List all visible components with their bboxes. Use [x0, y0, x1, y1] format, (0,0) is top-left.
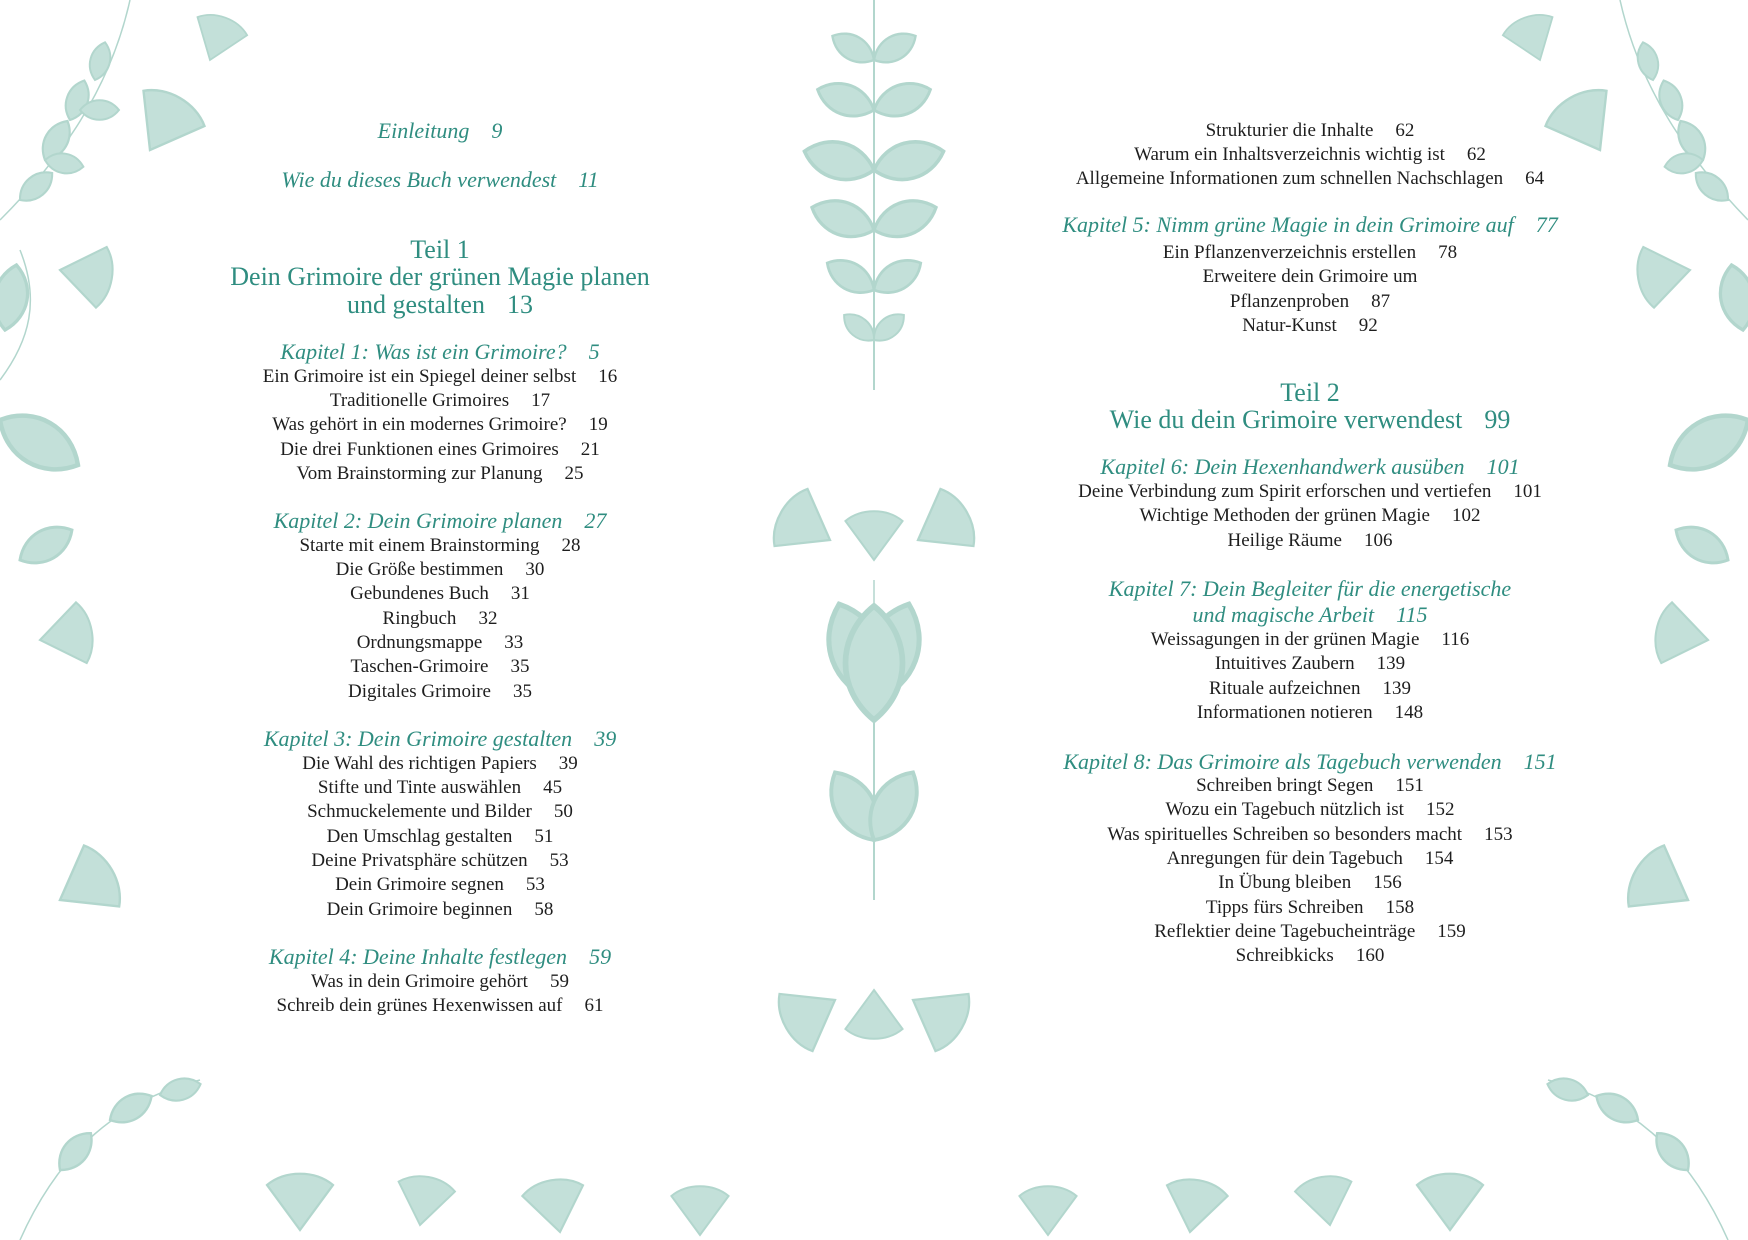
toc-page-number: 62 — [1466, 144, 1486, 165]
toc-entry-label: Was spirituelles Schreiben so besonders macht — [1107, 824, 1463, 845]
toc-entry-label: Wichtige Methoden der grünen Magie — [1139, 505, 1430, 526]
toc-page-number: 11 — [578, 167, 599, 192]
toc-page-number: 156 — [1373, 872, 1402, 893]
toc-part-heading[interactable] — [200, 235, 680, 265]
toc-page-number: 30 — [525, 559, 545, 580]
toc-page-number: 28 — [561, 535, 581, 556]
toc-entry-label: Schreibkicks — [1235, 945, 1334, 966]
toc-part-heading[interactable] — [200, 290, 680, 320]
toc-entry-label: Deine Verbindung zum Spirit erforschen und vertiefen — [1078, 481, 1492, 502]
toc-entry-label: Deine Privatsphäre schützen — [311, 850, 528, 871]
toc-page-number: 33 — [504, 632, 524, 653]
toc-page-number: 92 — [1358, 315, 1378, 336]
toc-entry[interactable] — [1040, 627, 1580, 653]
toc-entry-label: und magische Arbeit — [1192, 602, 1375, 627]
toc-page-number: 35 — [513, 681, 532, 702]
toc-entry[interactable] — [200, 437, 680, 463]
toc-entry-label: Kapitel 5: Nimm grüne Magie in dein Grimoire auf — [1062, 212, 1514, 237]
toc-entry-label: Allgemeine Informationen zum schnellen Nachschlagen — [1075, 168, 1504, 189]
toc-entry-label: Kapitel 1: Was ist ein Grimoire? — [280, 339, 567, 364]
toc-page-number: 25 — [564, 463, 584, 484]
toc-entry[interactable] — [1040, 797, 1580, 823]
toc-entry[interactable] — [1040, 676, 1580, 702]
toc-page-number: 116 — [1441, 629, 1470, 650]
toc-entry[interactable] — [1040, 895, 1580, 921]
toc-entry-label: Traditionelle Grimoires — [329, 390, 510, 411]
toc-entry[interactable] — [200, 388, 680, 414]
toc-page-number: 27 — [584, 508, 607, 533]
toc-entry[interactable] — [200, 775, 680, 801]
center-foliage — [765, 0, 983, 1057]
toc-page-number: 51 — [534, 826, 554, 847]
toc-entry[interactable] — [200, 606, 680, 632]
toc-entry-label: Einleitung — [377, 118, 470, 143]
toc-entry[interactable] — [1040, 773, 1580, 799]
toc-page-number: 154 — [1424, 848, 1454, 869]
toc-page-number: 106 — [1364, 530, 1393, 551]
toc-page-number: 64 — [1525, 168, 1545, 189]
toc-page-number: 53 — [525, 874, 545, 895]
bottom-foliage — [20, 1074, 1728, 1240]
toc-entry-label: In Übung bleiben — [1218, 872, 1352, 893]
toc-entry-label: Starte mit einem Brainstorming — [299, 535, 540, 556]
toc-page-number: 32 — [478, 608, 498, 629]
toc-page-number: 77 — [1535, 212, 1558, 237]
toc-page-number: 153 — [1484, 824, 1513, 845]
toc-page-number: 39 — [558, 753, 578, 774]
toc-entry-label: Warum ein Inhaltsverzeichnis wichtig ist — [1134, 144, 1445, 165]
toc-entry-label: Stifte und Tinte auswählen — [317, 777, 522, 798]
toc-page-number: 101 — [1513, 481, 1542, 502]
toc-entry-label: Erweitere dein Grimoire um — [1202, 266, 1418, 287]
toc-part-heading[interactable] — [1040, 405, 1580, 435]
toc-part-heading[interactable] — [1040, 378, 1580, 408]
toc-page-number: 152 — [1425, 799, 1455, 820]
toc-entry-label: Dein Grimoire der grünen Magie planen — [230, 262, 650, 291]
toc-entry[interactable] — [1040, 822, 1580, 848]
toc-entry[interactable] — [1040, 870, 1580, 896]
toc-entry-label: Ein Pflanzenverzeichnis erstellen — [1162, 242, 1417, 263]
toc-chapter-heading[interactable] — [1040, 576, 1580, 602]
toc-page-number: 45 — [543, 777, 563, 798]
toc-entry[interactable] — [200, 461, 680, 487]
toc-entry[interactable] — [200, 872, 680, 898]
toc-page-number: 21 — [580, 439, 600, 460]
toc-entry-label: Dein Grimoire beginnen — [326, 899, 513, 920]
toc-chapter-heading[interactable] — [200, 167, 680, 193]
toc-entry-label: Teil 1 — [410, 235, 470, 264]
toc-page-number: 151 — [1523, 749, 1557, 774]
toc-page-number: 13 — [506, 290, 533, 319]
toc-entry[interactable] — [1040, 479, 1580, 505]
toc-entry-label: Kapitel 3: Dein Grimoire gestalten — [263, 726, 573, 751]
toc-page-number: 61 — [584, 995, 604, 1016]
toc-entry-label: Kapitel 8: Das Grimoire als Tagebuch verwenden — [1063, 749, 1502, 774]
toc-entry-label: Weissagungen in der grünen Magie — [1150, 629, 1420, 650]
toc-chapter-heading[interactable] — [1040, 212, 1580, 238]
toc-entry[interactable] — [200, 897, 680, 923]
toc-entry-label: Rituale aufzeichnen — [1209, 678, 1361, 699]
toc-entry[interactable] — [200, 630, 680, 656]
toc-entry[interactable] — [1040, 313, 1580, 339]
toc-entry-label: Den Umschlag gestalten — [326, 826, 513, 847]
toc-entry[interactable] — [200, 848, 680, 874]
toc-page-number: 31 — [510, 583, 530, 604]
toc-chapter-heading[interactable] — [200, 944, 680, 970]
toc-entry[interactable] — [200, 824, 680, 850]
toc-entry[interactable] — [200, 654, 680, 680]
toc-page-number: 151 — [1395, 775, 1424, 796]
toc-chapter-heading[interactable] — [200, 508, 680, 534]
toc-page-number: 53 — [549, 850, 569, 871]
toc-chapter-heading[interactable] — [1040, 602, 1580, 628]
toc-entry-label: Die Wahl des richtigen Papiers — [302, 753, 537, 774]
toc-page-number: 87 — [1371, 291, 1391, 312]
toc-entry[interactable] — [200, 412, 680, 438]
toc-entry-label: Kapitel 6: Dein Hexenhandwerk ausüben — [1100, 454, 1465, 479]
toc-page-number: 159 — [1437, 921, 1466, 942]
toc-entry-label: Taschen-Grimoire — [350, 656, 489, 677]
toc-page-number: 158 — [1385, 897, 1415, 918]
toc-entry-label: Anregungen für dein Tagebuch — [1166, 848, 1403, 869]
toc-entry[interactable] — [1040, 264, 1580, 290]
toc-entry[interactable] — [1040, 846, 1580, 872]
toc-chapter-heading[interactable] — [200, 726, 680, 752]
toc-entry-label: Intuitives Zaubern — [1214, 653, 1355, 674]
toc-entry[interactable] — [200, 364, 680, 390]
toc-entry[interactable] — [200, 533, 680, 559]
toc-entry[interactable] — [200, 751, 680, 777]
toc-entry-label: Informationen notieren — [1196, 702, 1373, 723]
toc-entry-label: Ein Grimoire ist ein Spiegel deiner selbst — [262, 366, 577, 387]
toc-entry-label: Natur-Kunst — [1242, 315, 1337, 336]
toc-entry[interactable] — [1040, 142, 1580, 168]
toc-page-number: 9 — [491, 118, 503, 143]
toc-page-number: 59 — [549, 971, 569, 992]
toc-chapter-heading[interactable] — [200, 339, 680, 365]
toc-entry[interactable] — [1040, 651, 1580, 677]
toc-entry[interactable] — [200, 679, 680, 705]
toc-entry-label: Kapitel 4: Deine Inhalte festlegen — [268, 944, 568, 969]
toc-page-number: 160 — [1355, 945, 1385, 966]
toc-entry[interactable] — [200, 557, 680, 583]
toc-entry-label: Schreib dein grünes Hexenwissen auf — [276, 995, 563, 1016]
toc-entry-label: Was gehört in ein modernes Grimoire? — [272, 414, 567, 435]
toc-page-number: 17 — [531, 390, 551, 411]
toc-page-number: 19 — [588, 414, 608, 435]
toc-page-number: 139 — [1382, 678, 1411, 699]
toc-entry-label: Dein Grimoire segnen — [335, 874, 504, 895]
toc-entry[interactable] — [1040, 943, 1580, 969]
toc-entry-label: Die Größe bestimmen — [335, 559, 504, 580]
toc-entry-label: Ordnungsmappe — [356, 632, 483, 653]
toc-entry[interactable] — [1040, 289, 1580, 315]
toc-entry-label: Strukturier die Inhalte — [1205, 120, 1374, 141]
toc-entry-label: Pflanzenproben — [1229, 291, 1350, 312]
toc-page-number: 102 — [1451, 505, 1481, 526]
toc-entry-label: Schreiben bringt Segen — [1196, 775, 1374, 796]
toc-entry-label: Vom Brainstorming zur Planung — [296, 463, 543, 484]
toc-entry-label: Wie du dieses Buch verwendest — [281, 167, 557, 192]
toc-entry[interactable] — [1040, 503, 1580, 529]
toc-entry-label: Wie du dein Grimoire verwendest — [1109, 405, 1463, 434]
toc-entry[interactable] — [1040, 166, 1580, 192]
toc-entry[interactable] — [1040, 118, 1580, 144]
toc-page-number: 59 — [589, 944, 612, 969]
toc-page-number: 58 — [534, 899, 554, 920]
toc-entry[interactable] — [1040, 700, 1580, 726]
toc-page-number: 39 — [594, 726, 617, 751]
toc-page-number: 115 — [1396, 602, 1428, 627]
toc-entry-label: Gebundenes Buch — [350, 583, 489, 604]
toc-entry-label: und gestalten — [347, 290, 485, 319]
toc-entry-label: Reflektier deine Tagebucheinträge — [1154, 921, 1416, 942]
toc-entry-label: Schmuckelemente und Bilder — [307, 801, 532, 822]
toc-entry-label: Die drei Funktionen eines Grimoires — [280, 439, 559, 460]
toc-entry-label: Tipps fürs Schreiben — [1205, 897, 1364, 918]
toc-page-number: 139 — [1376, 653, 1406, 674]
toc-page-number: 78 — [1438, 242, 1458, 263]
toc-entry[interactable] — [200, 969, 680, 995]
toc-entry-label: Digitales Grimoire — [348, 681, 491, 702]
toc-entry-label: Teil 2 — [1280, 378, 1340, 407]
toc-entry[interactable] — [1040, 240, 1580, 266]
toc-entry-label: Ringbuch — [382, 608, 457, 629]
toc-entry-label: Kapitel 7: Dein Begleiter für die energetische — [1108, 576, 1512, 601]
toc-page-number: 99 — [1484, 405, 1511, 434]
toc-entry-label: Heilige Räume — [1227, 530, 1342, 551]
toc-page-number: 62 — [1395, 120, 1415, 141]
toc-entry-label: Was in dein Grimoire gehört — [311, 971, 528, 992]
toc-entry[interactable] — [1040, 528, 1580, 554]
toc-entry[interactable] — [200, 799, 680, 825]
toc-page-number: 101 — [1486, 454, 1520, 479]
toc-page-number: 148 — [1394, 702, 1424, 723]
toc-page-number: 35 — [510, 656, 530, 677]
toc-chapter-heading[interactable] — [1040, 454, 1580, 480]
toc-chapter-heading[interactable] — [200, 118, 680, 144]
toc-page-number: 5 — [588, 339, 600, 364]
toc-chapter-heading[interactable] — [1040, 749, 1580, 775]
toc-entry-label: Wozu ein Tagebuch nützlich ist — [1165, 799, 1404, 820]
toc-page-number: 16 — [598, 366, 618, 387]
toc-entry[interactable] — [200, 581, 680, 607]
toc-entry[interactable] — [200, 993, 680, 1019]
toc-entry[interactable] — [1040, 919, 1580, 945]
toc-page-number: 50 — [553, 801, 573, 822]
toc-entry-label: Kapitel 2: Dein Grimoire planen — [273, 508, 563, 533]
toc-part-heading[interactable] — [200, 262, 680, 292]
